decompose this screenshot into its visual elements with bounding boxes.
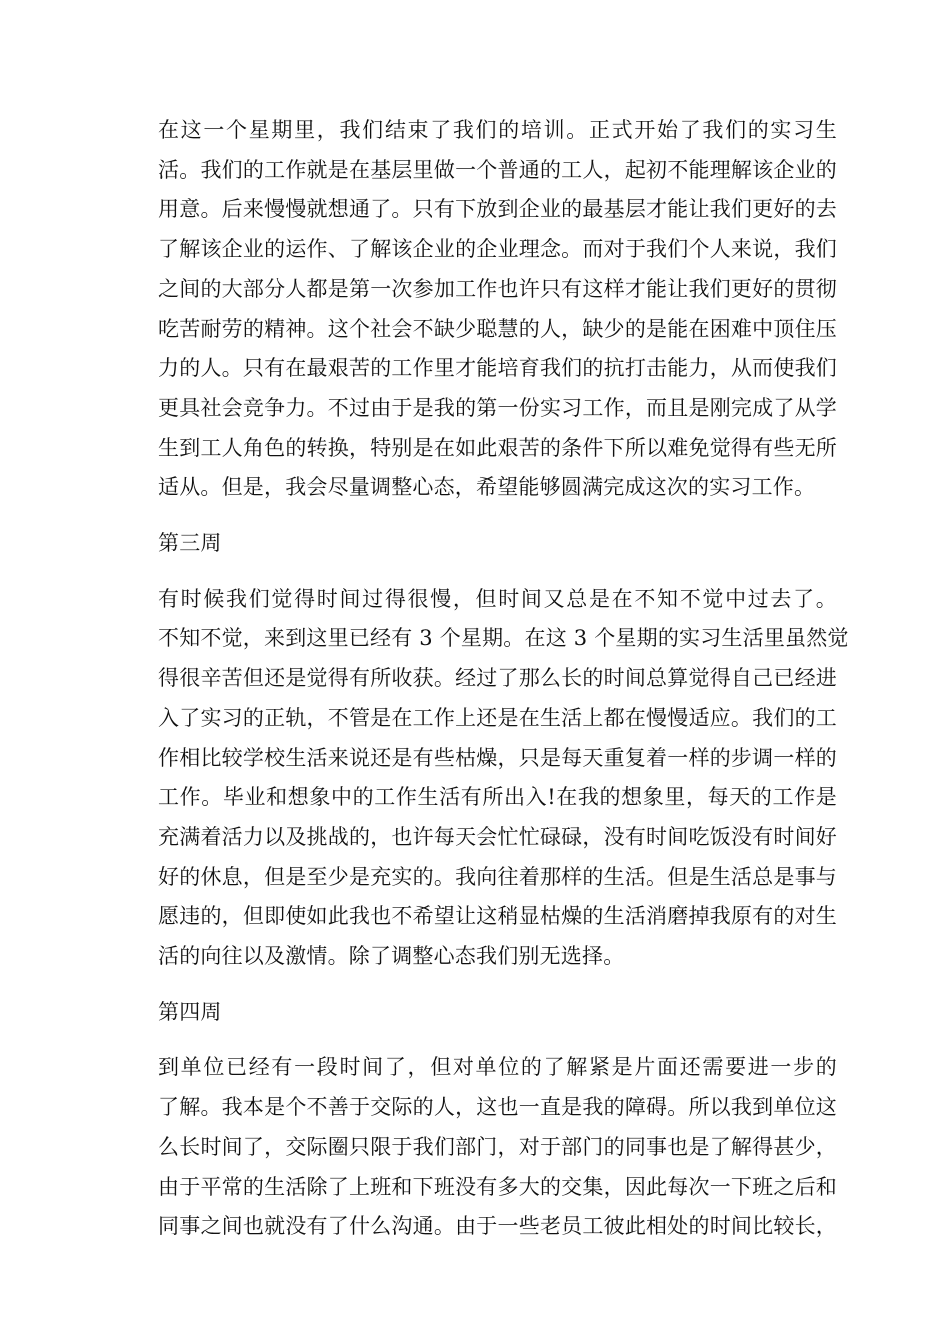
text-line: 力的人。只有在最艰苦的工作里才能培育我们的抗打击能力，从而使我们 xyxy=(158,356,837,381)
text-line: 作相比较学校生活来说还是有些枯燥，只是每天重复着一样的步调一样的 xyxy=(158,745,837,770)
section-heading-week-four: 第四周 xyxy=(158,999,222,1024)
text-line: 适从。但是，我会尽量调整心态，希望能够圆满完成这次的实习工作。 xyxy=(158,475,816,500)
paragraph-week-four xyxy=(116,1048,837,1247)
text-line: 工作。毕业和想象中的工作生活有所出入!在我的想象里，每天的工作是 xyxy=(158,785,837,810)
text-line: 入了实习的正轨，不管是在工作上还是在生活上都在慢慢适应。我们的工 xyxy=(158,705,837,730)
text-line: 由于平常的生活除了上班和下班没有多大的交集，因此每次一下班之后和 xyxy=(158,1174,837,1199)
text-line: 么长时间了，交际圈只限于我们部门，对于部门的同事也是了解得甚少， xyxy=(158,1134,837,1159)
text-line: 吃苦耐劳的精神。这个社会不缺少聪慧的人，缺少的是能在困难中顶住压 xyxy=(158,316,837,341)
text-line: 生到工人角色的转换，特别是在如此艰苦的条件下所以难免觉得有些无所 xyxy=(158,435,837,460)
text-line: 到单位已经有一段时间了，但对单位的了解紧是片面还需要进一步的 xyxy=(158,1055,837,1080)
paragraph-week-three xyxy=(116,580,849,977)
document-body xyxy=(116,111,849,1263)
text-line: 好的休息，但是至少是充实的。我向往着那样的生活。但是生活总是事与 xyxy=(158,864,837,889)
text-line: 充满着活力以及挑战的，也许每天会忙忙碌碌，没有时间吃饭没有时间好 xyxy=(158,824,837,849)
text-line: 用意。后来慢慢就想通了。只有下放到企业的最基层才能让我们更好的去 xyxy=(158,197,837,222)
text-line: 在这一个星期里，我们结束了我们的培训。正式开始了我们的实习生 xyxy=(158,118,837,142)
text-line: 了解。我本是个不善于交际的人，这也一直是我的障碍。所以我到单位这 xyxy=(158,1095,837,1120)
text-line: 了解该企业的运作、了解该企业的企业理念。而对于我们个人来说，我们 xyxy=(158,237,837,262)
text-line: 活。我们的工作就是在基层里做一个普通的工人，起初不能理解该企业的 xyxy=(158,157,837,182)
text-line: 有时候我们觉得时间过得很慢，但时间又总是在不知不觉中过去了。 xyxy=(158,586,837,611)
section-heading-week-three: 第三周 xyxy=(158,531,222,556)
text-line: 更具社会竞争力。不过由于是我的第一份实习工作，而且是刚完成了从学 xyxy=(158,395,837,420)
text-line: 之间的大部分人都是第一次参加工作也许只有这样才能让我们更好的贯彻 xyxy=(158,276,837,301)
text-line: 同事之间也就没有了什么沟通。由于一些老员工彼此相处的时间比较长， xyxy=(158,1214,837,1239)
text-line: 不知不觉，来到这里已经有 3 个星期。在这 3 个星期的实习生活里虽然觉 xyxy=(158,626,849,651)
paragraph-week-two xyxy=(116,111,837,508)
text-line: 得很辛苦但还是觉得有所收获。经过了那么长的时间总算觉得自己已经进 xyxy=(158,666,837,691)
text-line: 活的向往以及激情。除了调整心态我们别无选择。 xyxy=(158,944,625,969)
text-line: 愿违的，但即使如此我也不希望让这稍显枯燥的生活消磨掉我原有的对生 xyxy=(158,904,837,929)
